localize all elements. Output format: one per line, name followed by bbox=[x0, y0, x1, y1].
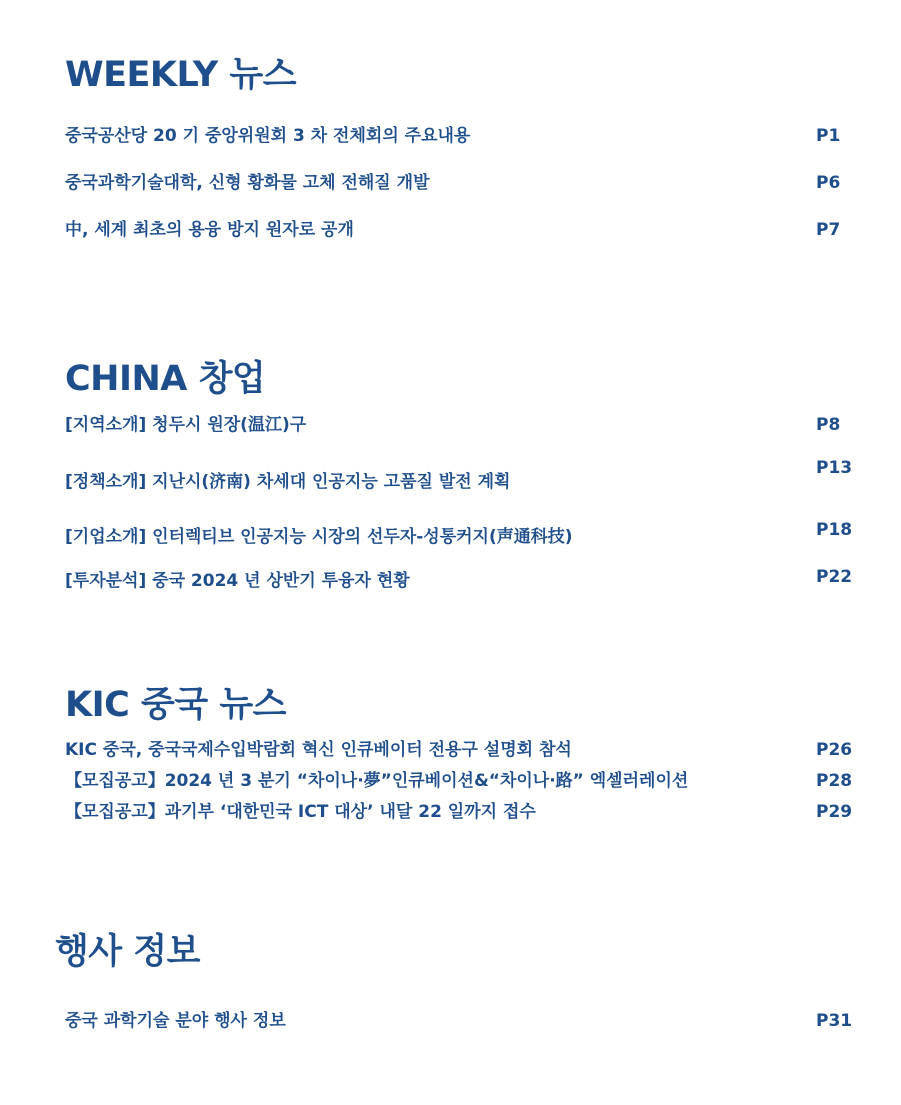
toc-item-page: P13 bbox=[816, 458, 853, 478]
toc-item[interactable] bbox=[65, 569, 855, 593]
toc-item[interactable] bbox=[65, 458, 855, 494]
toc-item-page: P8 bbox=[816, 415, 841, 435]
section-title-weekly-news: WEEKLY 뉴스 bbox=[65, 55, 297, 95]
section-title-event-info: 행사 정보 bbox=[55, 932, 200, 972]
toc-item[interactable] bbox=[65, 1009, 855, 1033]
toc-item-page: P6 bbox=[816, 173, 841, 193]
toc-item-page: P29 bbox=[816, 802, 853, 822]
toc-item-page: P7 bbox=[816, 220, 841, 240]
toc-item[interactable] bbox=[65, 800, 855, 824]
section-title-kic-china-news: KIC 중국 뉴스 bbox=[65, 685, 286, 725]
toc-item-title: [투자분석] 중국 2024 년 상반기 투융자 현황 bbox=[65, 571, 410, 591]
toc-item-title: KIC 중국, 중국국제수입박람회 혁신 인큐베이터 전용구 설명회 참석 bbox=[65, 740, 572, 760]
toc-item[interactable] bbox=[65, 413, 855, 437]
toc-item-title: 중국공산당 20 기 중앙위원회 3 차 전체회의 주요내용 bbox=[65, 126, 471, 146]
toc-item-title: [정책소개] 지난시(济南) 차세대 인공지능 고품질 발전 계획 bbox=[65, 472, 511, 492]
toc-item-page: P28 bbox=[816, 771, 853, 791]
toc-item[interactable] bbox=[65, 171, 855, 195]
toc-item[interactable] bbox=[65, 738, 855, 762]
toc-item-title: 中, 세계 최초의 용융 방지 원자로 공개 bbox=[65, 220, 354, 240]
toc-item-title: [지역소개] 청두시 원장(温江)구 bbox=[65, 415, 307, 435]
toc-item[interactable] bbox=[65, 124, 855, 148]
toc-item[interactable] bbox=[65, 218, 855, 242]
toc-item-page: P18 bbox=[816, 520, 853, 540]
toc-item-page: P31 bbox=[816, 1011, 853, 1031]
toc-item[interactable] bbox=[65, 769, 855, 793]
toc-item-title: 중국과학기술대학, 신형 황화물 고체 전해질 개발 bbox=[65, 173, 430, 193]
toc-item-title: 중국 과학기술 분야 행사 정보 bbox=[65, 1011, 286, 1031]
toc-item-title: 【모집공고】2024 년 3 분기 “차이나·夢”인큐베이션&“차이나·路” 엑셀러레이션 bbox=[65, 771, 689, 791]
toc-item-page: P1 bbox=[816, 126, 841, 146]
section-title-china-startup: CHINA 창업 bbox=[65, 359, 266, 399]
toc-item-title: 【모집공고】과기부 ‘대한민국 ICT 대상’ 내달 22 일까지 접수 bbox=[65, 802, 536, 822]
toc-item-page: P22 bbox=[816, 567, 853, 587]
toc-item[interactable] bbox=[65, 520, 855, 549]
toc-item-title: [기업소개] 인터렉티브 인공지능 시장의 선두자-성통커지(声通科技) bbox=[65, 527, 573, 547]
toc-item-page: P26 bbox=[816, 740, 853, 760]
